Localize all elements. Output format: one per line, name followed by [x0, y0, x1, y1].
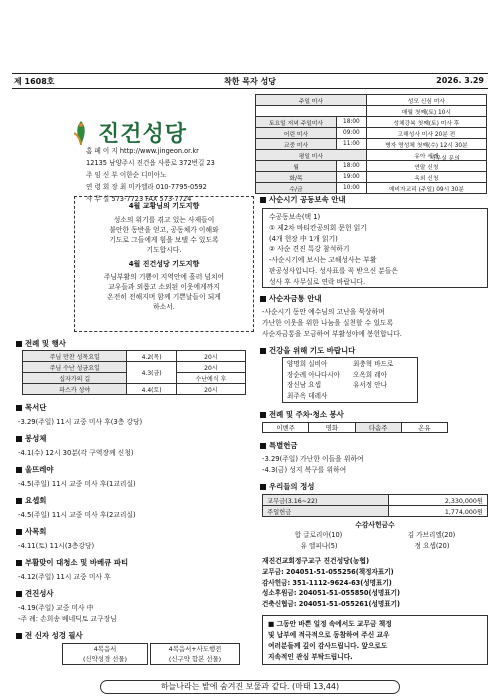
thanks-list	[262, 530, 488, 552]
table-row: 어린 미사 09:00 고해성사 미사 20분 전	[256, 128, 487, 139]
table-row: 토요일 저녁 주일미사 18:00 성체강복 첫째(토) 미사 후	[256, 117, 487, 128]
weekday-mass-header: 평일 미사	[256, 150, 367, 161]
section-bible-copy: 전 신자 성경 필사	[16, 630, 83, 641]
section-item: 요셉회	[16, 495, 46, 506]
thanks-title: 수감사헌금수	[355, 521, 395, 529]
section-line: -주 례: 손희송 베네딕토 교구장님	[18, 615, 117, 623]
homepage-line: 홈 페 이 지 http://www.jingeon.or.kr	[86, 147, 199, 155]
list-item: 양명희 실비아 최충혁 바드로	[287, 360, 394, 368]
newsletter-motto: 착한 목자 성당	[224, 77, 276, 86]
offering-table	[262, 494, 488, 517]
list-item: 합 글로리아(10) 김 가브리엘(20)	[294, 531, 456, 539]
section-line: -4.19(주일) 교중 미사 中	[18, 604, 94, 612]
bullet-square-icon	[16, 467, 22, 473]
office-inquiry: 사무실 문의	[430, 156, 460, 162]
accounts-list: 교무금: 204051-51-055256(책정자표기) 감사헌금: 351-1112-9624-63(성명표기) 성소후원금: 204051-51-055850(성명표기) 건축신협금: 204051-51-055261(성명표기)	[262, 568, 400, 608]
section-item: 부활맞이 대청소 및 바베큐 파티	[16, 557, 128, 568]
section-line: -4.5(주일) 11시 교중 미사 후(2교리실)	[18, 511, 136, 519]
address-line: 12135 남양주시 진건읍 사릉로 372번길 23	[86, 159, 215, 167]
parish-intention-title: 4월 진건성당 기도지향	[128, 260, 200, 268]
bullet-square-icon	[260, 296, 266, 302]
contact-line: 연 령 회 장 최 미카엘라 010-7795-0592	[86, 183, 207, 191]
section-line: -4.1(수) 12시 30분(각 구역장께 신청)	[18, 449, 134, 457]
table-row: 화/목 19:00 옥외 신청	[256, 172, 487, 183]
list-item: 장순례 아나다시아 오옥희 레아	[287, 370, 387, 379]
bullet-square-icon	[16, 560, 22, 566]
bible-option-1: 4복음서 (신약성경 선물)	[62, 643, 148, 665]
bullet-square-icon	[260, 197, 266, 203]
section-item: 목서단	[16, 402, 46, 413]
self-denial-text: -사순시기 동안 예수님의 고난을 묵상하며 가난한 이웃을 위한 나눔을 실천할 수 있도록 사순자금통을 모금하여 부활성야에 봉헌합니다.	[262, 308, 402, 338]
issue-date: 2026. 3.29	[436, 76, 484, 85]
table-row: 주님 수난 성금요일 4.3(금) 20시	[23, 362, 246, 373]
table-row: 십자가의 길 수난예식 후	[23, 373, 246, 384]
bullet-square-icon	[16, 436, 22, 442]
notice-box: ■ 그동안 바쁜 일정 속에서도 교무금 책정 및 납부에 적극적으로 동참하여 주신 교우 여러분들께 깊이 감사드립니다. 앞으로도 지속적인 관심 부탁드립니다.	[262, 615, 488, 665]
lent-penance-box: 수공동보속(택 1) ① 제2차 바티칸공의회 문헌 읽기 (4개 헌장 中 1개 읽기) ② 사순 견진 특강 참석하기 -사순시기에 보시는 고해성사는 부활 판공성사입니다. 성사표를 꼭 받으신 분들은 성사 후 사무실로 연락 바랍니다.	[262, 208, 488, 288]
table-row: 월 18:00 연말 신청	[256, 161, 487, 172]
section-line: -4.11(토) 11시(3층강당)	[18, 542, 95, 550]
table-row: 파스카 성야 4.4(토) 20시	[23, 384, 246, 395]
bullet-square-icon	[260, 348, 266, 354]
section-special-offering: 특별헌금	[260, 440, 298, 451]
section-line: -3.29(주일) 11시 교중 미사 후(3층 강당)	[18, 418, 143, 426]
sunday-mass-header: 주일 미사	[256, 95, 367, 106]
header-top-rule	[12, 73, 488, 74]
section-offering: 우리들의 정성	[260, 481, 314, 492]
liturgy-table	[22, 350, 246, 395]
special-offering-text: -3.29(주일) 가난한 이들을 위하여 -4.3(금) 성지 복구를 위하여	[262, 455, 364, 474]
section-volunteer: 전례 및 주차·청소 봉사	[260, 409, 344, 420]
table-row: 교무금(3.16~22) 2,330,000원	[263, 495, 488, 506]
section-item: 견진성사	[16, 588, 54, 599]
bullet-square-icon	[260, 412, 266, 418]
bullet-square-icon	[16, 405, 22, 411]
marian-mass-sub: 매월 첫째(토) 10시	[366, 106, 486, 117]
section-line: -4.12(주일) 11시 교중 미사 후	[18, 573, 111, 581]
logo-text: 진건성당	[98, 122, 188, 147]
marian-mass-header: 성모 신심 미사	[366, 95, 486, 106]
bullet-square-icon	[16, 633, 22, 639]
bullet-square-icon	[16, 529, 22, 535]
bullet-square-icon	[16, 498, 22, 504]
footer-verse: 하늘나라는 밭에 숨겨진 보물과 같다. (마태 13,44)	[100, 680, 400, 694]
church-logo-icon	[70, 119, 92, 147]
volunteer-bar: 이벤주 명화 다솜주 온유	[262, 422, 448, 433]
bullet-square-icon	[260, 484, 266, 490]
section-self-denial: 사순자금통 안내	[260, 293, 322, 304]
section-health-prayer: 건강을 위해 기도 바랍니다	[260, 345, 355, 356]
table-row: 주일헌금 1,774,000원	[263, 506, 488, 517]
header-bottom-rule	[12, 88, 488, 89]
table-row: 주님 만찬 성목요일 4.2(목) 20시	[23, 351, 246, 362]
infant-baptism-header: 유아 세례	[366, 150, 486, 161]
section-line: -4.5(주일) 11시 교중 미사 후(1교리실)	[18, 480, 136, 488]
bullet-square-icon	[16, 341, 22, 347]
pastor-line: 주 임 신 부 이한순 디미아노	[86, 171, 167, 179]
section-lent: 사순시기 공동보속 안내	[260, 194, 346, 205]
section-item: 울뜨레야	[16, 464, 54, 475]
office-line: 사 무 실 573-7723 FAX 573-7724	[86, 195, 192, 203]
table-row: 수/금 10:00 예비자교리 (주일) 09시 30분	[256, 183, 487, 194]
bullet-square-icon	[260, 443, 266, 449]
list-item: 최주옥 데레사	[287, 391, 328, 400]
health-prayer-list	[282, 357, 418, 403]
section-liturgy: 전례 및 행사	[16, 338, 66, 349]
mass-schedule-table	[255, 94, 487, 194]
prayer-intention-box	[74, 196, 254, 332]
list-item: 유 엘피나(5) 정 요셉(20)	[300, 542, 450, 550]
bible-option-2: 4복음서+사도행전 (신구약 합본 선물)	[150, 643, 240, 665]
pope-intention-text: 성소의 위기를 겪고 있는 사제들이 불안한 동반을 얻고, 공동체가 이해와 기도로 그들에게 힘을 보탤 수 있도록 기도합시다.	[109, 216, 219, 254]
section-item: 봉성체	[16, 433, 46, 444]
list-item: 장신남 요셉 유서정 안나	[287, 381, 387, 389]
accounts-title: 재진건교회정구교구 진건성당(농협)	[262, 557, 370, 565]
section-item: 사목회	[16, 526, 46, 537]
issue-number: 제 1608호	[14, 77, 55, 86]
bullet-square-icon	[16, 591, 22, 597]
church-logo	[70, 117, 187, 148]
parish-intention-text: 주님부활의 기쁨이 지역안에 흘러 넘치어 교우들과 외롭고 소외된 이웃에게까지 온전히 전해지며 함께 기쁜날들이 되게 하소서.	[103, 273, 225, 311]
table-row: 교중 미사 11:00 병자 영성체 첫째(수) 12시 30분	[256, 139, 487, 150]
pope-intention-title: 4월 교황님의 기도지향	[128, 202, 200, 210]
